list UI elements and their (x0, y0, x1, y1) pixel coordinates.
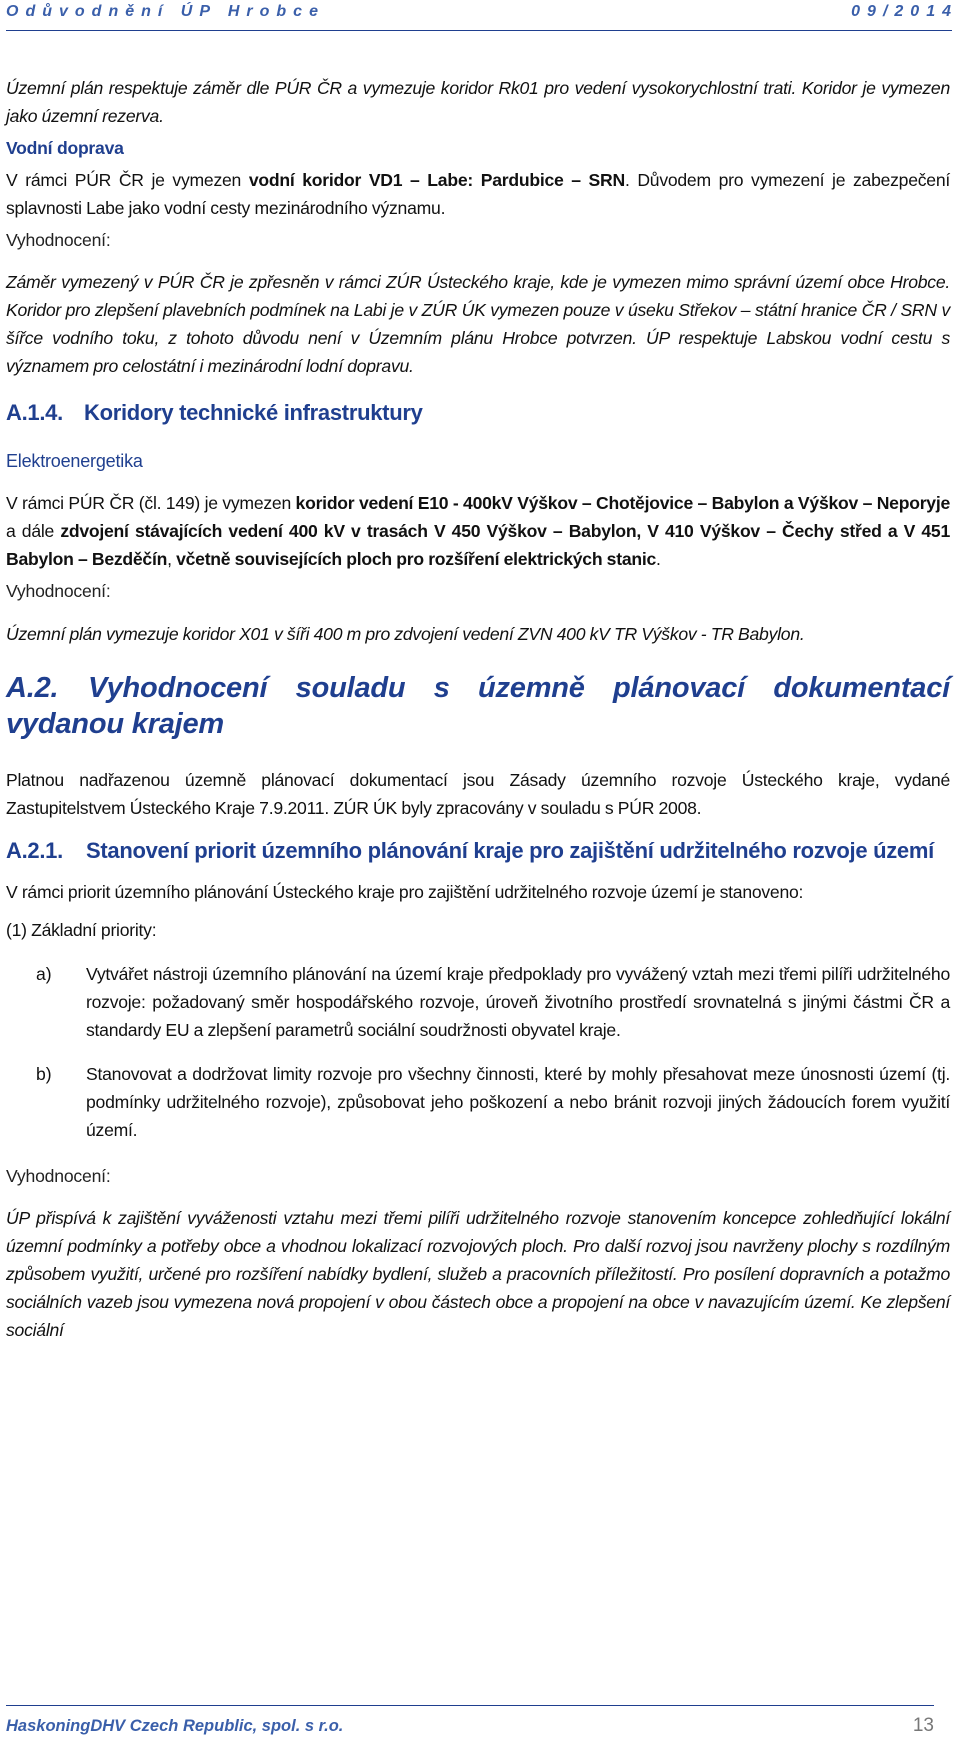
evaluation-label: Vyhodnocení: (6, 581, 111, 601)
page-content (6, 74, 950, 1344)
section-heading-a21: A.2.1. Stanovení priorit územního plánování kraje pro zajištění udržitelného rozvoje území (6, 838, 934, 863)
page-footer (6, 1705, 934, 1746)
subheading-water-transport: Vodní doprava (6, 138, 124, 158)
running-header (6, 0, 958, 31)
subheading-electro-energy: Elektroenergetika (6, 451, 143, 471)
paragraph-priorities-evaluation: ÚP přispívá k zajištění vyváženosti vztahu mezi třemi pilíři udržitelného rozvoje stanovením koncepce zohledňující lokální územní podmínky a potřeby obce a vhodnou lokalizací rozvojových ploch. Pro další rozvoj jsou navrženy plochy s rozdílným způsobem využití, určené pro rozšíření nabídky bydlení, služeb a pracovních příležitostí. Pro posílení dopravních a potažmo sociálních vazeb jsou vymezena nová propojení v obou částech obce a propojení na obce v navazujícím území. Ke zlepšení sociální (6, 1208, 950, 1340)
priorities-label: (1) Základní priority: (6, 920, 157, 940)
list-item-marker: a) (36, 964, 52, 984)
list-item (6, 1060, 950, 1144)
paragraph-rail-corridor: Územní plán respektuje záměr dle PÚR ČR a vymezuje koridor Rk01 pro vedení vysokorychlostní trati. Koridor je vymezen jako územní rezerva. (6, 78, 950, 126)
evaluation-label: Vyhodnocení: (6, 1166, 111, 1186)
list-item (6, 960, 950, 1044)
page-number: 13 (912, 1715, 934, 1736)
evaluation-label: Vyhodnocení: (6, 230, 111, 250)
list-item-text: Stanovovat a dodržovat limity rozvoje pro všechny činnosti, které by mohly přesahovat meze únosnosti území (tj. podmínky udržitelného rozvoje), způsobovat jeho poškození a nebo bránit rozvoji jiných žádoucích forem využití území. (86, 1064, 950, 1140)
paragraph-zur-intro: Platnou nadřazenou územně plánovací dokumentací jsou Zásady územního rozvoje Ústeckého kraje, vydané Zastupitelstvem Ústeckého Kraje 7.9.2011. ZÚR ÚK byly zpracovány v souladu s PÚR 2008. (6, 770, 950, 818)
header-document-title: Odůvodnění ÚP Hrobce (6, 3, 325, 20)
list-item-text: Vytvářet nástroji územního plánování na území kraje předpoklady pro vyvážený vztah mezi třemi pilíři udržitelného rozvoje: požadovaný směr hospodářského rozvoje, úroveň životního prostředí srovnatelná s jinými částmi ČR a standardy EU a zlepšení parametrů sociální soudržnosti obyvatel kraje. (86, 964, 950, 1040)
paragraph-water-corridor: V rámci PÚR ČR je vymezen vodní koridor VD1 – Labe: Pardubice – SRN. Důvodem pro vymezení je zabezpečení splavnosti Labe jako vodní cesty mezinárodního významu. (6, 170, 951, 218)
header-date: 09/2014 (851, 3, 958, 20)
paragraph-power-corridor: V rámci PÚR ČR (čl. 149) je vymezen koridor vedení E10 - 400kV Výškov – Chotějovice – Babylon a Výškov – Neporyje a dále zdvojení stávajících vedení 400 kV v trasách V 450 Výškov – Babylon, V 410 Výškov – Čechy střed a V 451 Babylon – Bezděčín, včetně souvisejících ploch pro rozšíření elektrických stanic. (6, 493, 951, 569)
footer-company: HaskoningDHV Czech Republic, spol. s r.o. (6, 1717, 344, 1735)
paragraph-power-evaluation: Územní plán vymezuje koridor X01 v šíři 400 m pro zdvojení vedení ZVN 400 kV TR Výškov - TR Babylon. (6, 624, 805, 644)
section-heading-a14: A.1.4. Koridory technické infrastruktury (6, 400, 423, 425)
list-item-marker: b) (36, 1064, 52, 1084)
paragraph-water-evaluation: Záměr vymezený v PÚR ČR je zpřesněn v rámci ZÚR Ústeckého kraje, kde je vymezen mimo správní území obce Hrobce. Koridor pro zlepšení plavebních podmínek na Labi je v ZÚR ÚK vymezen pouze v úseku Střekov – státní hranice ČR / SRN v šířce vodního toku, z tohoto důvodu není v Územním plánu Hrobce potvrzen. ÚP respektuje Labskou vodní cestu s významem pro celostátní i mezinárodní lodní dopravu. (6, 272, 950, 376)
section-heading-a2: A.2. Vyhodnocení souladu s územně plánovací dokumentací vydanou krajem (6, 672, 950, 740)
paragraph-priorities-intro: V rámci priorit územního plánování Ústeckého kraje pro zajištění udržitelného rozvoje území je stanoveno: (6, 882, 804, 902)
